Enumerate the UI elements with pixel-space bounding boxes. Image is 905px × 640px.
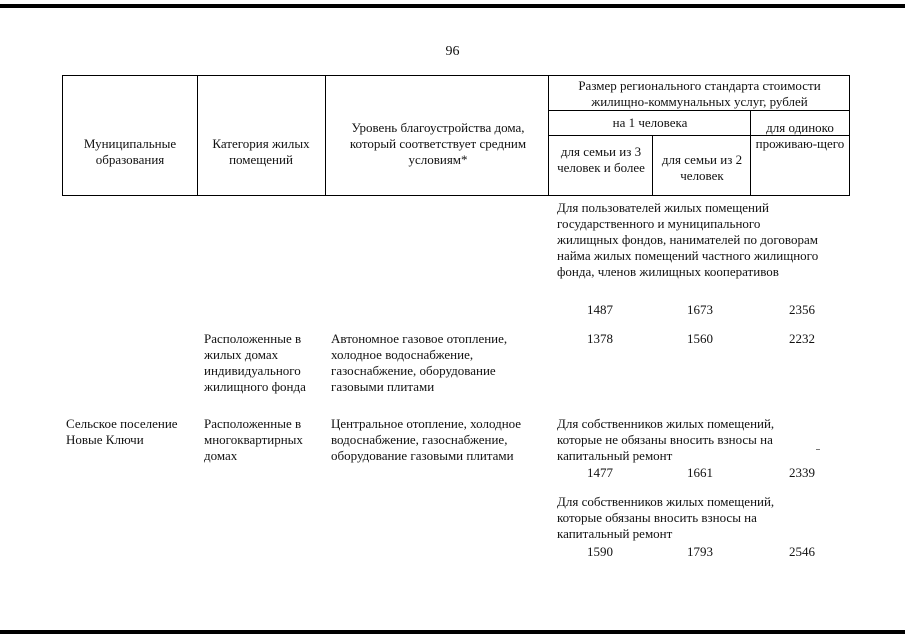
group-label: Для пользователей жилых помещений государственного и муниципального жилищных фондов, нанимателей по договорам найма жилых помещений частного жилищного фонда, членов жилищных кооперативов xyxy=(557,200,819,279)
table-cell: 2356 xyxy=(789,302,815,317)
header-family2: для семьи из 2 человек xyxy=(661,152,743,183)
header-sub-rule xyxy=(548,110,849,111)
table-cell: 1378 xyxy=(587,331,613,346)
table-cell: 2232 xyxy=(789,331,815,346)
header-bottom-rule xyxy=(62,195,849,196)
header-divider xyxy=(652,135,653,196)
table-cell: 1487 xyxy=(587,302,613,317)
header-family3: для семьи из 3 человек и более xyxy=(557,144,645,175)
header-standard: Размер регионального стандарта стоимости жилищно-коммунальных услуг, рублей xyxy=(578,78,821,109)
table-cell: 1477 xyxy=(587,465,613,480)
scan-speck xyxy=(816,449,820,450)
page-number: 96 xyxy=(445,44,460,59)
top-border xyxy=(0,4,905,8)
header-divider xyxy=(325,75,326,196)
header-divider xyxy=(849,75,850,196)
row-category: Расположенные в жилых домах индивидуального жилищного фонда xyxy=(204,331,306,394)
table-cell: 1793 xyxy=(687,544,713,559)
row-municipality: Сельское поселение Новые Ключи xyxy=(66,416,178,447)
table-cell: 2339 xyxy=(789,465,815,480)
table-cell: 1560 xyxy=(687,331,713,346)
table-cell: 1590 xyxy=(587,544,613,559)
header-divider xyxy=(750,110,751,196)
header-per-person: на 1 человека xyxy=(612,115,688,130)
header-divider xyxy=(548,75,549,196)
header-top-rule xyxy=(62,75,849,76)
header-level: Уровень благоустройства дома, который соответствует средним условиям* xyxy=(349,120,527,167)
bottom-border xyxy=(0,630,905,634)
header-divider xyxy=(62,75,63,196)
group-label: Для собственников жилых помещений, которые не обязаны вносить взносы на капитальный ремонт xyxy=(557,416,775,463)
table-cell: 2546 xyxy=(789,544,815,559)
table-cell: 1661 xyxy=(687,465,713,480)
group-label: Для собственников жилых помещений, которые обязаны вносить взносы на капитальный ремонт xyxy=(557,494,775,541)
row-level: Автономное газовое отопление, холодное водоснабжение, газоснабжение, оборудование газовыми плитами xyxy=(331,331,508,394)
header-municipality: Муниципальные образования xyxy=(83,136,177,167)
header-divider xyxy=(197,75,198,196)
row-level: Центральное отопление, холодное водоснабжение, газоснабжение, оборудование газовыми плитами xyxy=(331,416,522,463)
header-category: Категория жилых помещений xyxy=(212,136,310,167)
header-single: для одиноко проживаю-щего xyxy=(755,120,845,151)
row-category: Расположенные в многоквартирных домах xyxy=(204,416,303,463)
table-cell: 1673 xyxy=(687,302,713,317)
